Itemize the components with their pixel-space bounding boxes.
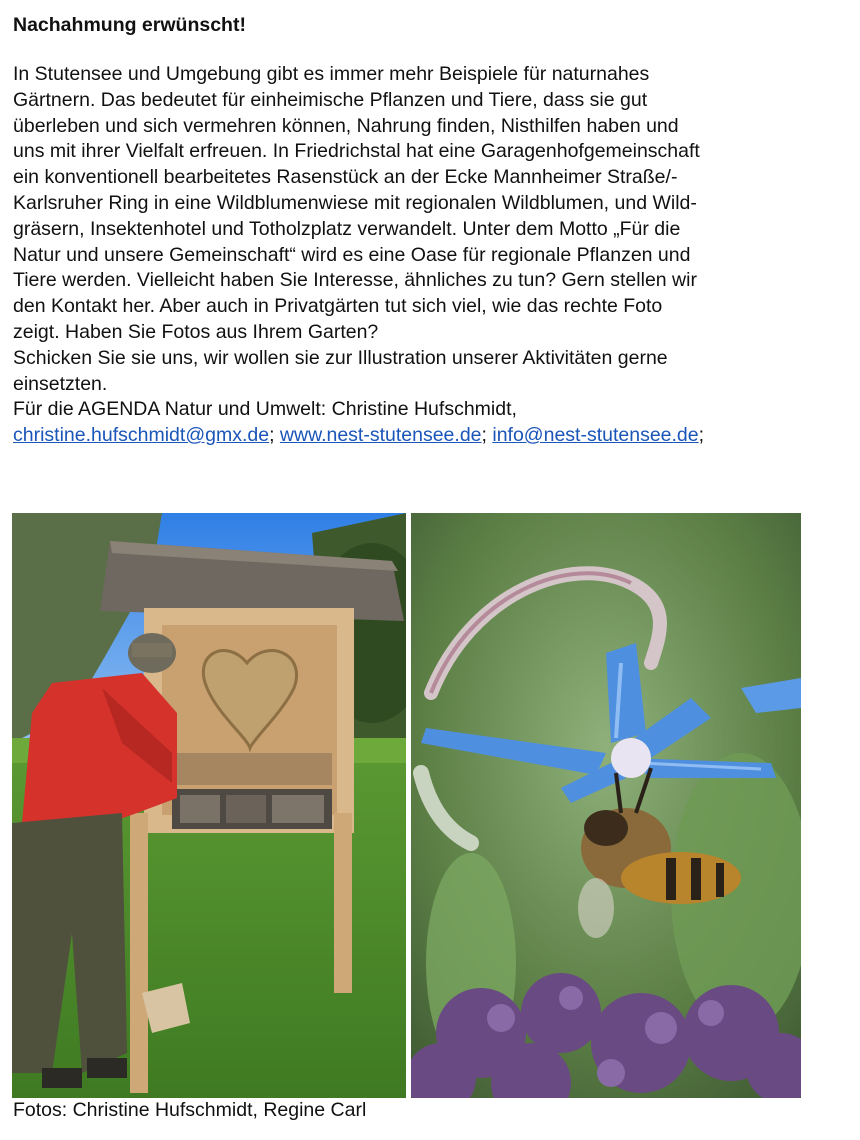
insect-hotel-photo bbox=[12, 513, 406, 1098]
body-line: den Kontakt her. Aber auch in Privatgärten tut sich viel, wie das rechte Foto bbox=[13, 295, 663, 318]
body-line: gräsern, Insektenhotel und Totholzplatz verwandelt. Unter dem Motto „Für die bbox=[13, 217, 681, 240]
website-link[interactable]: www.nest-stutensee.de bbox=[279, 424, 482, 447]
email-link-info[interactable]: info@nest-stutensee.de bbox=[492, 424, 699, 447]
link-separator: ; bbox=[481, 424, 487, 447]
article-body bbox=[13, 62, 843, 449]
article-heading: Nachahmung erwünscht! bbox=[13, 14, 246, 36]
body-line: Gärtnern. Das bedeutet für einheimische Pflanzen und Tiere, dass sie gut bbox=[13, 88, 648, 111]
photo-caption: Fotos: Christine Hufschmidt, Regine Carl bbox=[13, 1099, 367, 1121]
body-line: zeigt. Haben Sie Fotos aus Ihrem Garten? bbox=[13, 320, 379, 343]
body-line: ein konventionell bearbeitetes Rasenstück an der Ecke Mannheimer Straße/- bbox=[13, 166, 678, 189]
insect-hotel-illustration bbox=[12, 513, 406, 1098]
body-line: Natur und unsere Gemeinschaft“ wird es eine Oase für regionale Pflanzen und bbox=[13, 243, 691, 266]
body-line: überleben und sich vermehren können, Nahrung finden, Nisthilfen haben und bbox=[13, 114, 679, 137]
body-line: einsetzten. bbox=[13, 372, 108, 395]
email-link-christine[interactable]: christine.hufschmidt@gmx.de bbox=[13, 424, 270, 447]
body-line: In Stutensee und Umgebung gibt es immer mehr Beispiele für naturnahes bbox=[13, 63, 650, 85]
link-separator: ; bbox=[269, 424, 275, 447]
body-line: Karlsruher Ring in eine Wildblumenwiese mit regionalen Wildblumen, und Wild- bbox=[13, 191, 697, 214]
body-line: uns mit ihrer Vielfalt erfreuen. In Friedrichstal hat eine Garagenhofgemeinschaft bbox=[13, 140, 700, 163]
body-line: Für die AGENDA Natur und Umwelt: Christine Hufschmidt, bbox=[13, 398, 517, 421]
link-separator: ; bbox=[698, 424, 705, 447]
bee-borage-illustration bbox=[411, 513, 801, 1098]
body-line: Schicken Sie sie uns, wir wollen sie zur Illustration unserer Aktivitäten gerne bbox=[13, 346, 668, 369]
body-line: Tiere werden. Vielleicht haben Sie Interesse, ähnliches zu tun? Gern stellen wir bbox=[13, 269, 697, 292]
bee-flower-photo bbox=[411, 513, 801, 1098]
contact-links bbox=[13, 423, 843, 449]
